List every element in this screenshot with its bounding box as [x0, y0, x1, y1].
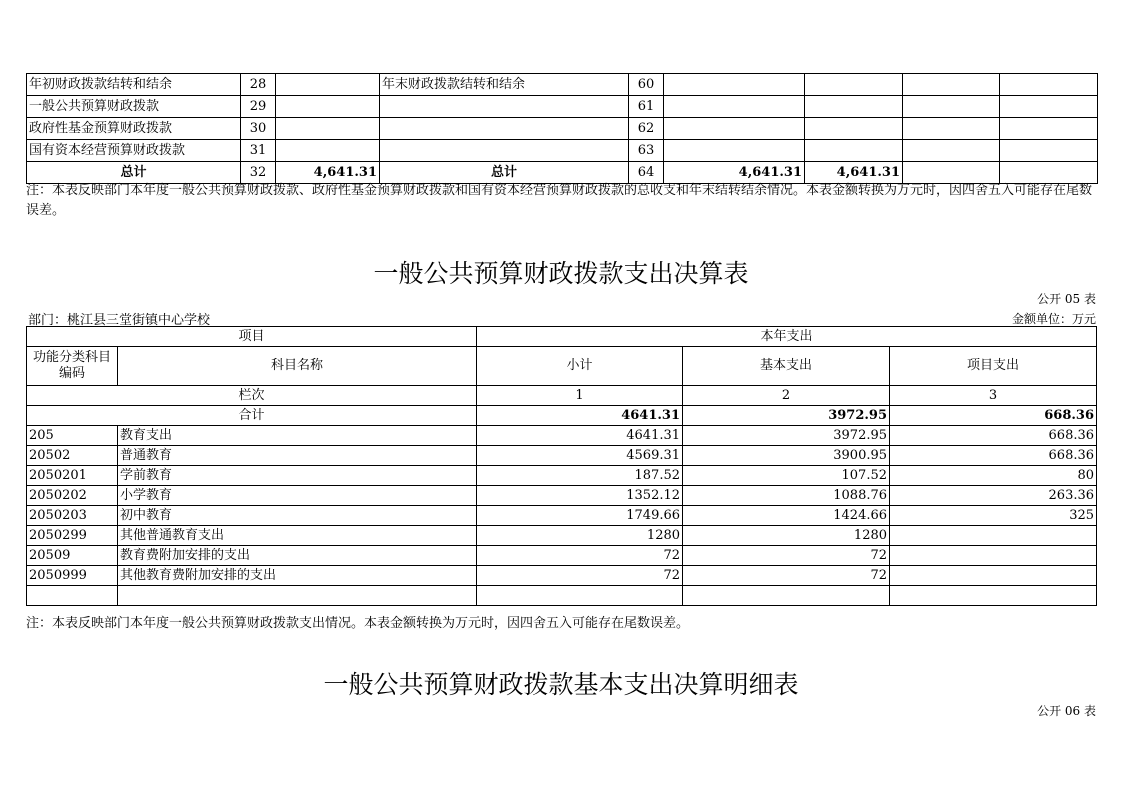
cell-basic: 3900.95	[683, 446, 890, 466]
cell-basic: 72	[683, 566, 890, 586]
summary-cell-name: 一般公共预算财政拨款	[27, 96, 241, 118]
summary-cell-right-line: 64	[629, 162, 664, 184]
cell-basic	[683, 586, 890, 606]
header-project: 项目	[27, 327, 477, 347]
expenditure-table	[26, 326, 1097, 606]
cell-name: 其他教育费附加安排的支出	[118, 566, 477, 586]
expenditure-note: 注：本表反映部门本年度一般公共预算财政拨款支出情况。本表金额转换为万元时，因四舍五入可能存在尾数误差。	[26, 616, 690, 631]
summary-cell-c3	[903, 118, 1000, 140]
cell-basic: 107.52	[683, 466, 890, 486]
summary-cell-c2: 4,641.31	[805, 162, 903, 184]
header-row-2	[27, 347, 1097, 386]
cell-subtotal: 1749.66	[477, 506, 683, 526]
cell-subtotal: 187.52	[477, 466, 683, 486]
summary-cell-line: 32	[241, 162, 276, 184]
summary-cell-right-name: 年末财政拨款结转和结余	[380, 74, 629, 96]
table-row	[27, 566, 1097, 586]
header-col3: 3	[890, 386, 1097, 406]
cell-subtotal: 1280	[477, 526, 683, 546]
header-subtotal: 小计	[477, 347, 683, 386]
summary-cell-name: 政府性基金预算财政拨款	[27, 118, 241, 140]
cell-name: 教育支出	[118, 426, 477, 446]
page-title: 一般公共预算财政拨款支出决算表	[373, 259, 749, 288]
header-current-year: 本年支出	[477, 327, 1097, 347]
cell-project	[890, 526, 1097, 546]
summary-cell-right-line: 63	[629, 140, 664, 162]
header-project-exp: 项目支出	[890, 347, 1097, 386]
table-row	[27, 526, 1097, 546]
summary-cell-c4	[1000, 96, 1098, 118]
header-col2: 2	[683, 386, 890, 406]
summary-cell-right-name: 总计	[380, 162, 629, 184]
total-project: 668.36	[890, 406, 1097, 426]
cell-basic: 1280	[683, 526, 890, 546]
header-row-3	[27, 386, 1097, 406]
summary-cell-line: 28	[241, 74, 276, 96]
cell-name: 小学教育	[118, 486, 477, 506]
summary-cell-c1	[664, 140, 805, 162]
cell-code: 20509	[27, 546, 118, 566]
summary-row	[27, 74, 1098, 96]
cell-code: 2050299	[27, 526, 118, 546]
cell-project: 668.36	[890, 446, 1097, 466]
summary-cell-amount	[276, 118, 380, 140]
summary-row	[27, 96, 1098, 118]
summary-cell-c2	[805, 140, 903, 162]
summary-cell-amount	[276, 96, 380, 118]
total-row	[27, 406, 1097, 426]
summary-cell-amount	[276, 74, 380, 96]
department-label: 部门：桃江县三堂街镇中心学校	[28, 313, 211, 328]
summary-cell-c4	[1000, 74, 1098, 96]
header-column-no: 栏次	[27, 386, 477, 406]
summary-cell-amount	[276, 140, 380, 162]
cell-project	[890, 546, 1097, 566]
header-basic: 基本支出	[683, 347, 890, 386]
cell-basic: 1424.66	[683, 506, 890, 526]
summary-cell-c3	[903, 96, 1000, 118]
summary-cell-c1	[664, 74, 805, 96]
summary-cell-c4	[1000, 140, 1098, 162]
summary-cell-c2	[805, 118, 903, 140]
summary-cell-line: 30	[241, 118, 276, 140]
cell-basic: 3972.95	[683, 426, 890, 446]
cell-project	[890, 586, 1097, 606]
summary-cell-name: 总计	[27, 162, 241, 184]
summary-table	[26, 73, 1098, 184]
cell-project: 80	[890, 466, 1097, 486]
summary-cell-amount: 4,641.31	[276, 162, 380, 184]
summary-cell-name: 国有资本经营预算财政拨款	[27, 140, 241, 162]
summary-cell-c3	[903, 74, 1000, 96]
summary-cell-c2	[805, 74, 903, 96]
header-col1: 1	[477, 386, 683, 406]
total-label: 合计	[27, 406, 477, 426]
cell-code	[27, 586, 118, 606]
summary-row	[27, 118, 1098, 140]
cell-name: 学前教育	[118, 466, 477, 486]
summary-cell-right-name	[380, 118, 629, 140]
table-row	[27, 426, 1097, 446]
cell-basic: 1088.76	[683, 486, 890, 506]
cell-project: 325	[890, 506, 1097, 526]
cell-subtotal	[477, 586, 683, 606]
header-subject-name: 科目名称	[118, 347, 477, 386]
summary-cell-right-line: 62	[629, 118, 664, 140]
table-row	[27, 446, 1097, 466]
header-code: 功能分类科目编码	[27, 347, 118, 386]
summary-cell-c3	[903, 140, 1000, 162]
summary-cell-right-line: 60	[629, 74, 664, 96]
cell-code: 2050201	[27, 466, 118, 486]
summary-note: 注：本表反映部门本年度一般公共预算财政拨款、政府性基金预算财政拨款和国有资本经营预算财政拨款的总收支和年末结转结余情况。本表金额转换为万元时，因四舍五入可能存在尾数误差。	[26, 183, 1093, 218]
cell-subtotal: 72	[477, 546, 683, 566]
summary-row	[27, 140, 1098, 162]
cell-code: 2050203	[27, 506, 118, 526]
cell-project: 668.36	[890, 426, 1097, 446]
header-row-1	[27, 327, 1097, 347]
summary-cell-line: 29	[241, 96, 276, 118]
cell-subtotal: 4641.31	[477, 426, 683, 446]
summary-cell-c1	[664, 96, 805, 118]
cell-name: 普通教育	[118, 446, 477, 466]
table-row	[27, 466, 1097, 486]
summary-cell-name: 年初财政拨款结转和结余	[27, 74, 241, 96]
cell-subtotal: 4569.31	[477, 446, 683, 466]
cell-project: 263.36	[890, 486, 1097, 506]
cell-name: 其他普通教育支出	[118, 526, 477, 546]
unit-label: 金额单位：万元	[1011, 312, 1096, 326]
table-row	[27, 546, 1097, 566]
form-number: 公开 05 表	[1037, 292, 1096, 306]
cell-project	[890, 566, 1097, 586]
summary-cell-line: 31	[241, 140, 276, 162]
cell-subtotal: 72	[477, 566, 683, 586]
summary-cell-right-name	[380, 140, 629, 162]
cell-name: 初中教育	[118, 506, 477, 526]
summary-cell-c2	[805, 96, 903, 118]
cell-name	[118, 586, 477, 606]
cell-basic: 72	[683, 546, 890, 566]
table-row	[27, 506, 1097, 526]
table-row	[27, 586, 1097, 606]
cell-subtotal: 1352.12	[477, 486, 683, 506]
next-section-title: 一般公共预算财政拨款基本支出决算明细表	[323, 670, 799, 699]
cell-code: 2050202	[27, 486, 118, 506]
summary-cell-right-name	[380, 96, 629, 118]
cell-code: 20502	[27, 446, 118, 466]
table-row	[27, 486, 1097, 506]
total-basic: 3972.95	[683, 406, 890, 426]
cell-name: 教育费附加安排的支出	[118, 546, 477, 566]
next-form-number: 公开 06 表	[1037, 704, 1096, 718]
total-subtotal: 4641.31	[477, 406, 683, 426]
summary-cell-c4	[1000, 118, 1098, 140]
cell-code: 205	[27, 426, 118, 446]
cell-code: 2050999	[27, 566, 118, 586]
summary-cell-c1	[664, 118, 805, 140]
summary-cell-c1: 4,641.31	[664, 162, 805, 184]
summary-cell-right-line: 61	[629, 96, 664, 118]
